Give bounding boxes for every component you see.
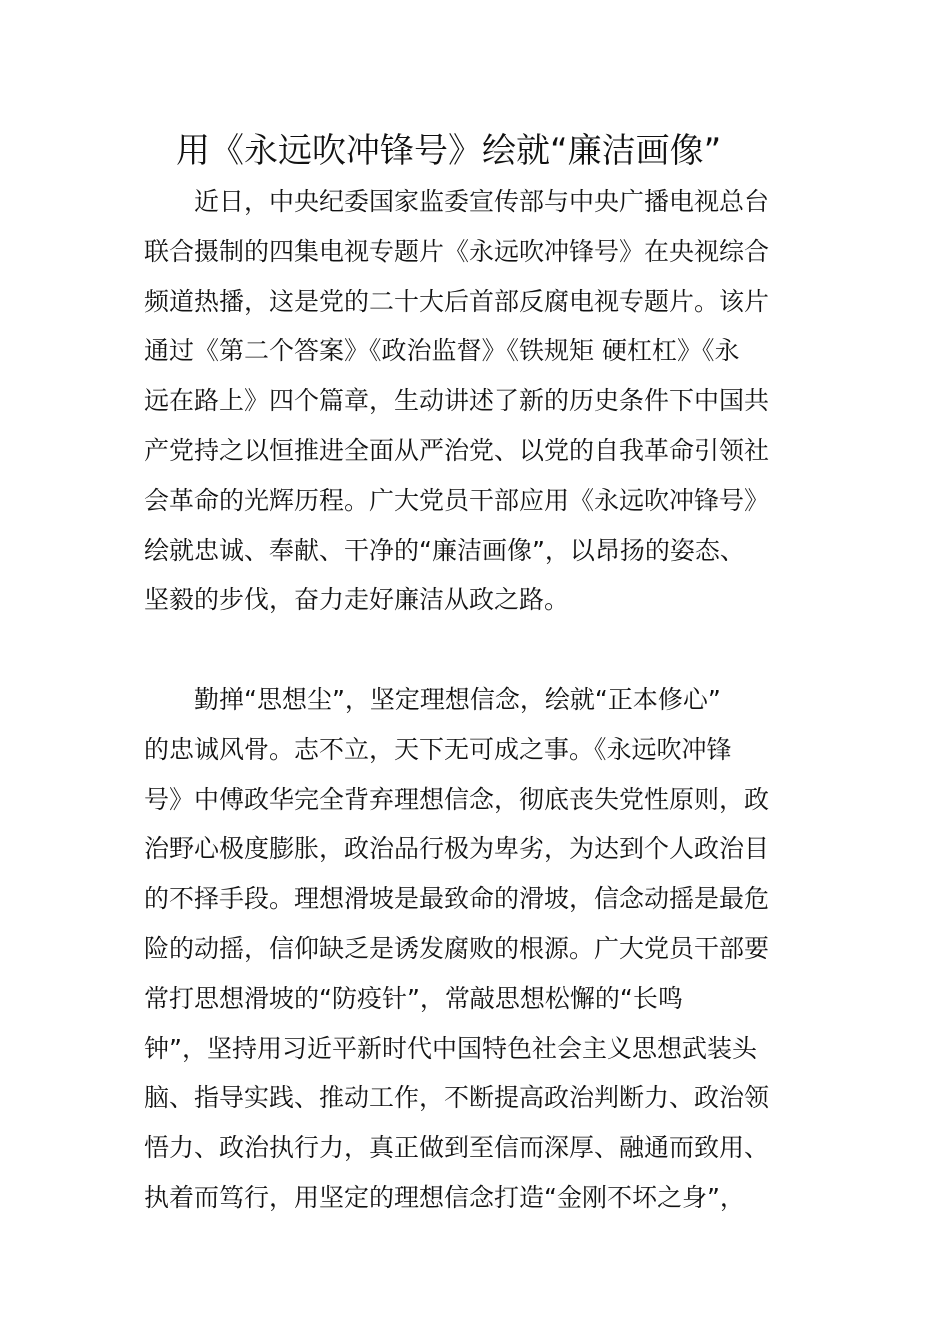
paragraph-line: 勤掸“思想尘”，坚定理想信念，绘就“正本修心”: [194, 685, 721, 714]
document-title: 用《永远吹冲锋号》绘就“廉洁画像”: [176, 131, 722, 171]
paragraph-line: 产党持之以恒推进全面从严治党、以党的自我革命引领社: [144, 435, 770, 465]
paragraph-line: 执着而笃行，用坚定的理想信念打造“金刚不坏之身”，: [144, 1182, 745, 1212]
paragraph-line: 悟力、政治执行力，真正做到至信而深厚、融通而致用、: [144, 1133, 770, 1163]
paragraph-section-1: [144, 675, 816, 1223]
paragraph-line: 远在路上》四个篇章，生动讲述了新的历史条件下中国共: [144, 386, 770, 416]
paragraph-line: 频道热播，这是党的二十大后首部反腐电视专题片。该片: [144, 286, 770, 316]
paragraph-line: 的不择手段。理想滑坡是最致命的滑坡，信念动摇是最危: [144, 884, 770, 914]
paragraph-line: 脑、指导实践、推动工作，不断提高政治判断力、政治领: [144, 1083, 770, 1113]
paragraph-line: 绘就忠诚、奉献、干净的“廉洁画像”，以昂扬的姿态、: [144, 535, 745, 565]
paragraph-line: 会革命的光辉历程。广大党员干部应用《永远吹冲锋号》: [144, 485, 770, 515]
paragraph-line: 常打思想滑坡的“防疫针”，常敲思想松懈的“长鸣: [144, 983, 683, 1013]
paragraph-line: 的忠诚风骨。志不立，天下无可成之事。《永远吹冲锋: [144, 734, 732, 764]
paragraph-line: 号》中傅政华完全背弃理想信念，彻底丧失党性原则，政: [144, 784, 770, 814]
paragraph-line: 通过《第二个答案》《政治监督》《铁规矩 硬杠杠》《永: [144, 336, 740, 366]
paragraph-line: 钟”，坚持用习近平新时代中国特色社会主义思想武装头: [144, 1033, 757, 1063]
paragraph-line: 近日，中央纪委国家监委宣传部与中央广播电视总台: [194, 187, 770, 216]
paragraph-line: 治野心极度膨胀，政治品行极为卑劣，为达到个人政治目: [144, 834, 770, 864]
paragraph-intro: [144, 177, 816, 625]
paragraph-line: 联合摄制的四集电视专题片《永远吹冲锋号》在央视综合: [144, 236, 770, 266]
paragraph-line: 险的动摇，信仰缺乏是诱发腐败的根源。广大党员干部要: [144, 933, 770, 963]
paragraph-line: 坚毅的步伐，奋力走好廉洁从政之路。: [144, 585, 570, 615]
